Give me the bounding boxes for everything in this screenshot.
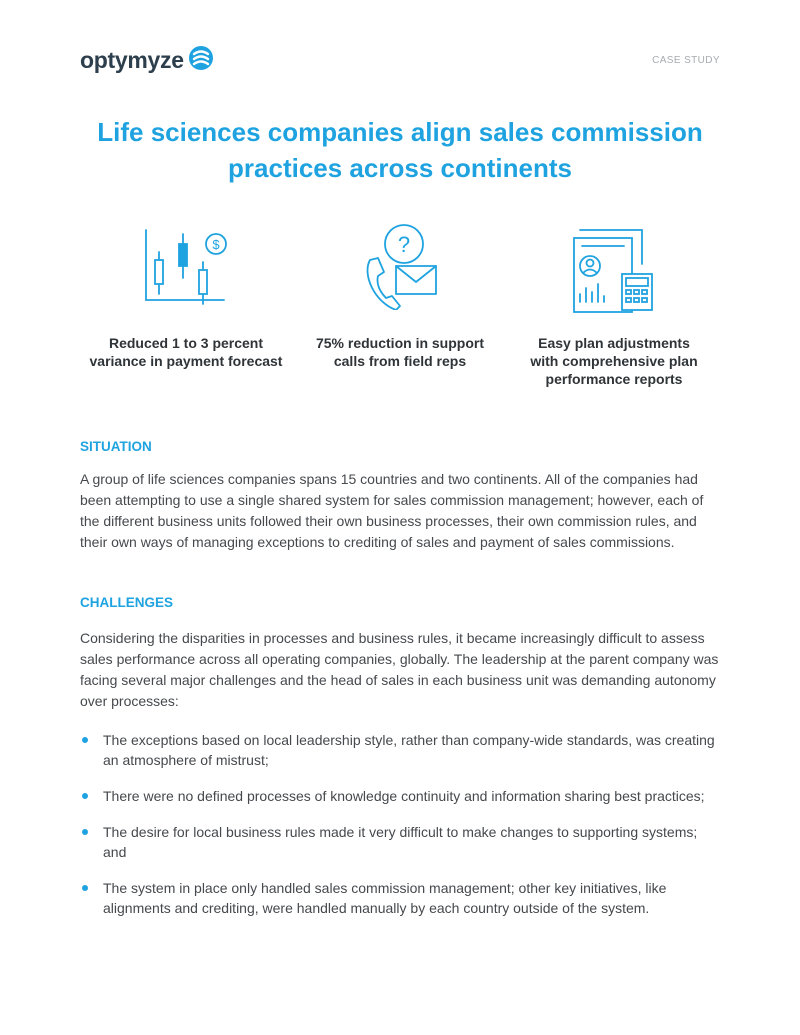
situation-heading: SITUATION	[80, 439, 152, 454]
logo-swirl-icon	[187, 44, 215, 77]
stat-caption-line: variance in payment forecast	[89, 353, 283, 369]
stat-caption-line: Reduced 1 to 3 percent	[108, 335, 264, 351]
stat-caption-line: calls from field reps	[333, 353, 467, 369]
bullet-icon	[82, 885, 88, 891]
bullet-icon	[82, 793, 88, 799]
bullet-icon	[82, 737, 88, 743]
logo-text: optymyze	[80, 47, 184, 73]
title-line: practices across continents	[228, 153, 572, 183]
report-calculator-icon	[566, 222, 662, 314]
stat-caption	[71, 334, 301, 370]
stat-caption-line: 75% reduction in support	[315, 335, 484, 351]
stat-caption-line: with comprehensive plan	[530, 353, 698, 369]
list-item	[80, 730, 720, 770]
phone-question-mail-icon	[352, 222, 448, 310]
bullet-icon	[82, 829, 88, 835]
stat-caption	[285, 334, 515, 370]
stat-caption	[499, 334, 729, 388]
challenges-heading: CHALLENGES	[80, 595, 174, 610]
title-line: Life sciences companies align sales commission	[97, 117, 703, 147]
stat-plan-reports	[499, 222, 729, 388]
document-type-label: CASE STUDY	[652, 55, 720, 66]
stat-support-calls	[285, 222, 515, 370]
svg-text:$: $	[212, 237, 220, 252]
list-item-text: The system in place only handled sales commission management; other key initiatives, like alignments and crediting, were handled manually by each country outside of the system.	[103, 880, 667, 916]
challenges-list	[80, 730, 720, 934]
list-item	[80, 822, 720, 862]
stat-forecast-variance	[71, 222, 301, 370]
list-item	[80, 786, 720, 806]
candlestick-chart-dollar-icon	[138, 222, 234, 310]
list-item-text: The desire for local business rules made it very difficult to make changes to supporting systems; and	[103, 824, 698, 860]
stat-caption-line: Easy plan adjustments	[538, 335, 690, 351]
list-item-text: There were no defined processes of knowledge continuity and information sharing best practices;	[103, 788, 705, 804]
svg-text:?: ?	[397, 232, 411, 257]
list-item	[80, 878, 720, 918]
stat-caption-line: performance reports	[545, 371, 683, 387]
optymyze-logo	[80, 44, 215, 77]
challenges-paragraph: Considering the disparities in processes and business rules, it became increasingly difficult to assess sales performance across all operating companies, globally. The leadership at the parent company was facing several major challenges and the head of sales in each business unit was demanding autonomy over processes:	[80, 630, 719, 709]
situation-paragraph: A group of life sciences companies spans 15 countries and two continents. All of the companies had been attempting to use a single shared system for sales commission management; however, each of the different business units followed their own business processes, their own commission rules, and their own ways of managing exceptions to crediting of sales and payment of sales commissions.	[80, 471, 704, 550]
page-title	[60, 114, 740, 186]
list-item-text: The exceptions based on local leadership style, rather than company-wide standards, was creating an atmosphere of mistrust;	[103, 732, 715, 768]
